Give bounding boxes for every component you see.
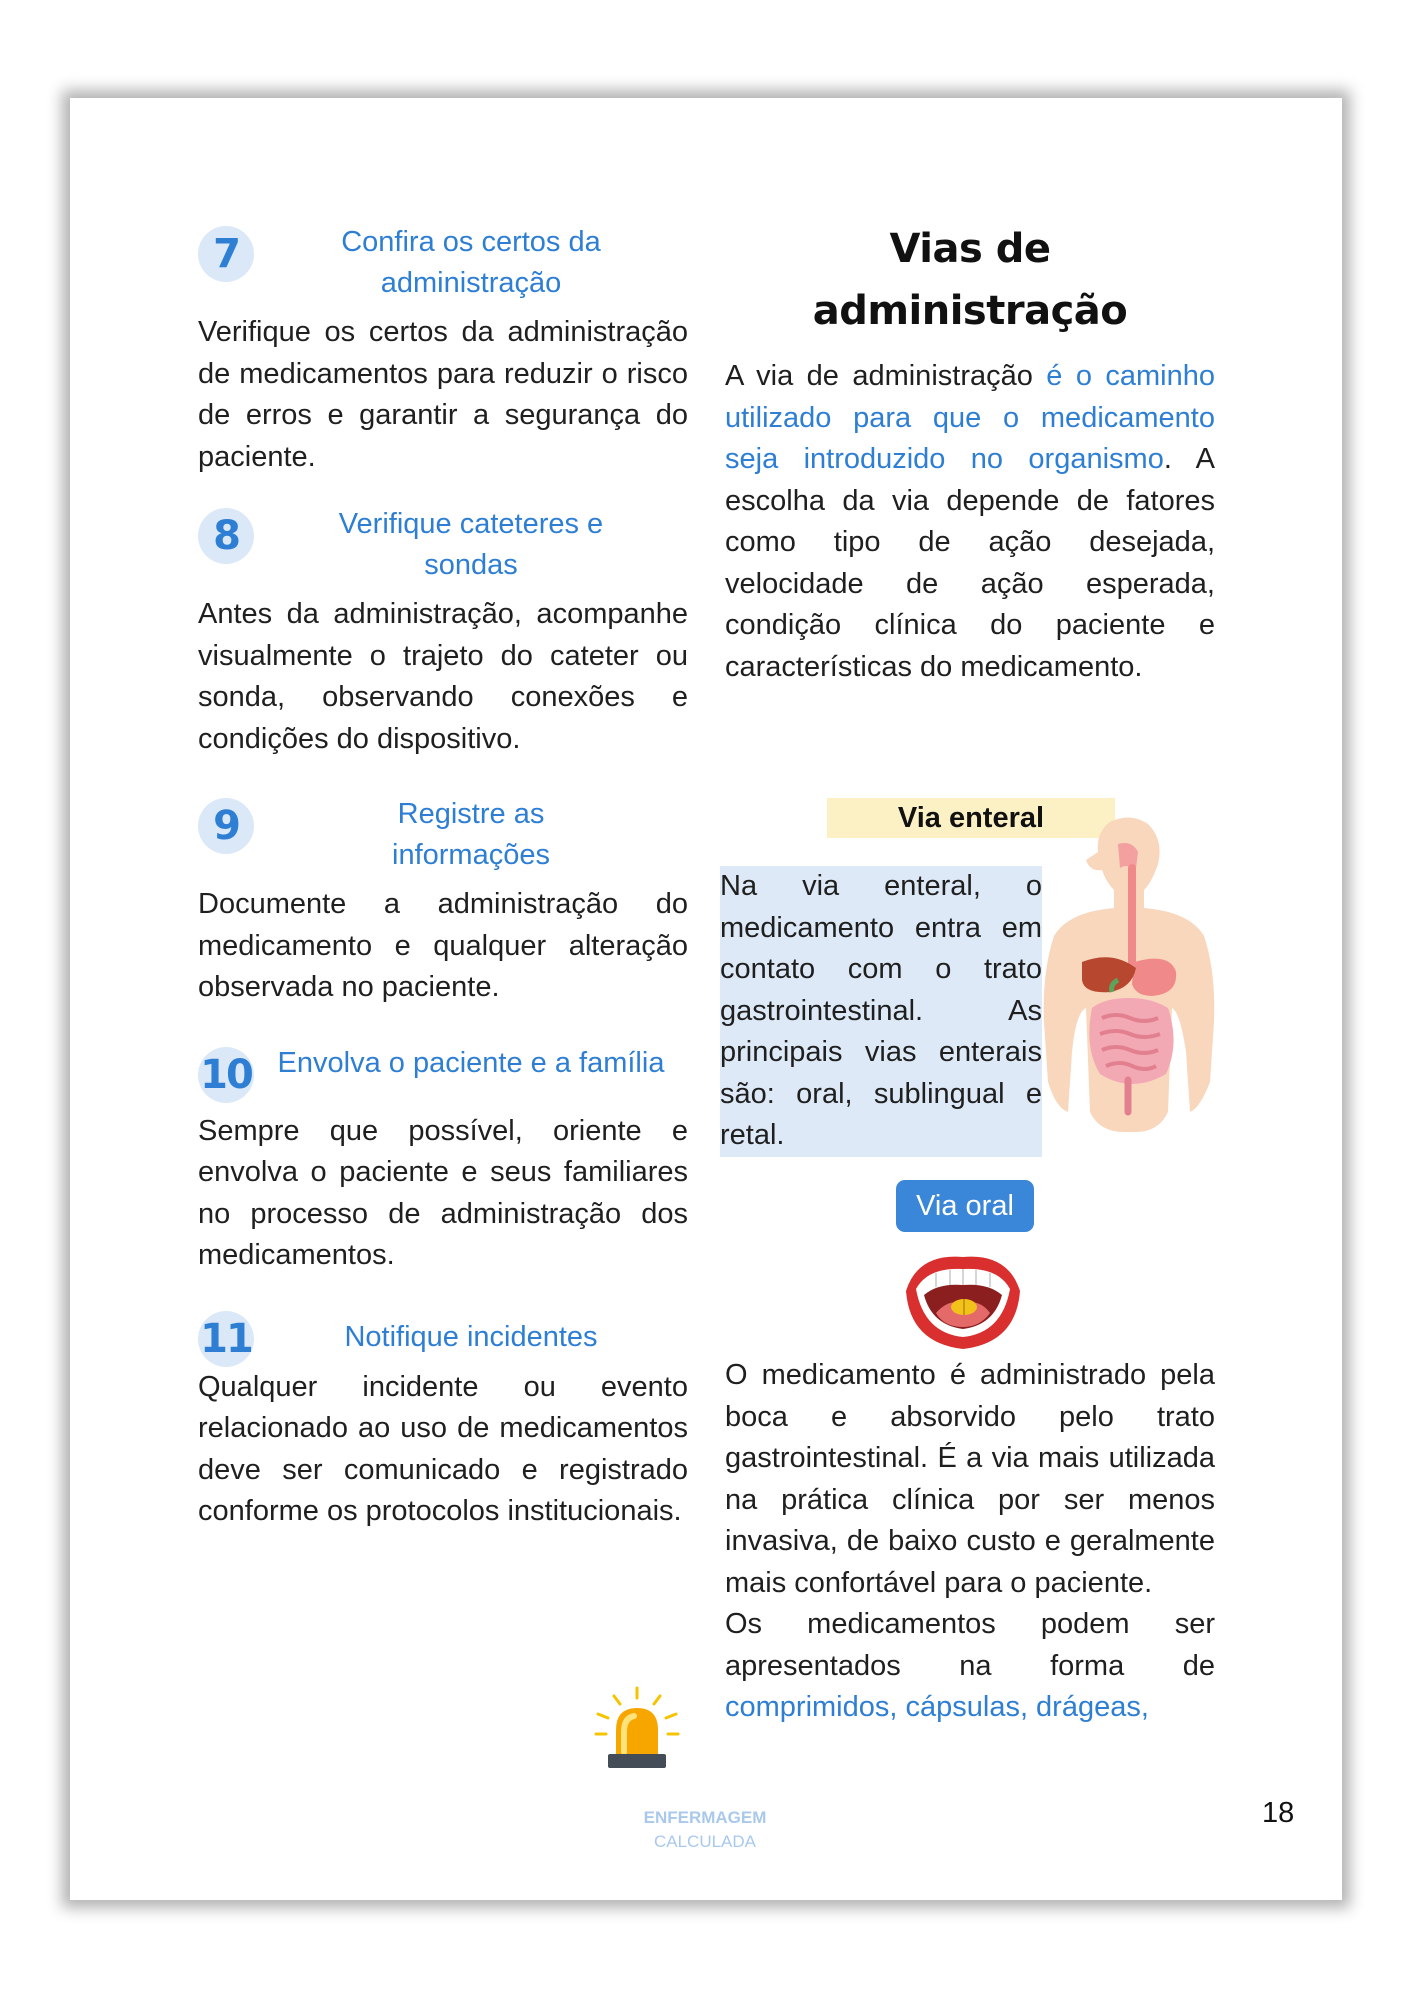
step-number-badge: 10 [198, 1047, 254, 1103]
brand-line-2: CALCULADA [653, 1832, 757, 1851]
digestive-system-icon [1040, 812, 1220, 1142]
step-8 [198, 504, 688, 760]
intro-paragraph [725, 356, 1215, 688]
step-text: Antes da administração, acompanhe visualmente o trajeto do cateter ou sonda, observando conexões e condições do dispositivo. [198, 598, 688, 755]
intro-text: A via de administração [725, 360, 1047, 392]
oral-paragraph-1: O medicamento é administrado pela boca e absorvido pelo trato gastrointestinal. É a via mais utilizada na prática clínica por ser menos invasiva, de baixo custo e geralmente mais confortável para o paciente. [725, 1359, 1215, 1599]
step-7 [198, 222, 688, 478]
left-column [198, 222, 688, 1559]
via-enteral-text: Na via enteral, o medicamento entra em contato com o trato gastrointestinal. As principais vias enterais são: oral, sublingual e retal. [720, 866, 1042, 1157]
step-text: Documente a administração do medicamento e qualquer alteração observada no paciente. [198, 888, 688, 1003]
step-text: Sempre que possível, oriente e envolva o paciente e seus familiares no processo de administração dos medicamentos. [198, 1114, 688, 1271]
step-number-badge: 9 [198, 798, 254, 854]
intro-text-end: . A escolha da via depende de fatores como tipo de ação desejada, velocidade de ação esperada, condição clínica do paciente e características do medicamento. [725, 443, 1215, 683]
step-title: Envolva o paciente e a família [277, 1046, 665, 1079]
step-text: Verifique os certos da administração de medicamentos para reduzir o risco de erros e garantir a segurança do paciente. [198, 316, 688, 473]
via-oral-description [725, 1355, 1215, 1729]
oral-text-2: Os medicamentos podem ser apresentados na forma de [725, 1608, 1215, 1682]
step-title: Notifique incidentes [344, 1320, 598, 1353]
right-column [725, 218, 1215, 688]
step-9 [198, 794, 688, 1009]
step-11 [198, 1317, 688, 1533]
step-number-badge: 8 [198, 508, 254, 564]
step-title: Confira os certos da administração [341, 226, 601, 299]
via-oral-button[interactable]: Via oral [896, 1180, 1034, 1232]
oral-paragraph-2 [725, 1604, 1215, 1729]
step-title: Verifique cateteres e sondas [338, 508, 604, 581]
section-title: Vias de administração [812, 226, 1128, 334]
step-text: Qualquer incidente ou evento relacionado ao uso de medicamentos deve ser comunicado e registrado conforme os protocolos institucionais. [198, 1370, 688, 1527]
page-number: 18 [1262, 1797, 1295, 1829]
step-title: Registre as informações [392, 798, 550, 871]
brand-logo [600, 1806, 810, 1854]
step-10 [198, 1043, 688, 1277]
brand-line-1: ENFERMAGEM [643, 1808, 767, 1827]
via-enteral-label: Via enteral [827, 798, 1115, 838]
step-number-badge: 11 [198, 1311, 254, 1367]
mouth-pill-icon [898, 1243, 1028, 1355]
oral-forms-highlight: comprimidos, cápsulas, drágeas, [725, 1691, 1149, 1723]
alarm-siren-icon [592, 1686, 682, 1772]
step-number-badge: 7 [198, 226, 254, 282]
intro-highlight: é o caminho utilizado para que o medicamento seja introduzido no organismo [725, 360, 1215, 475]
